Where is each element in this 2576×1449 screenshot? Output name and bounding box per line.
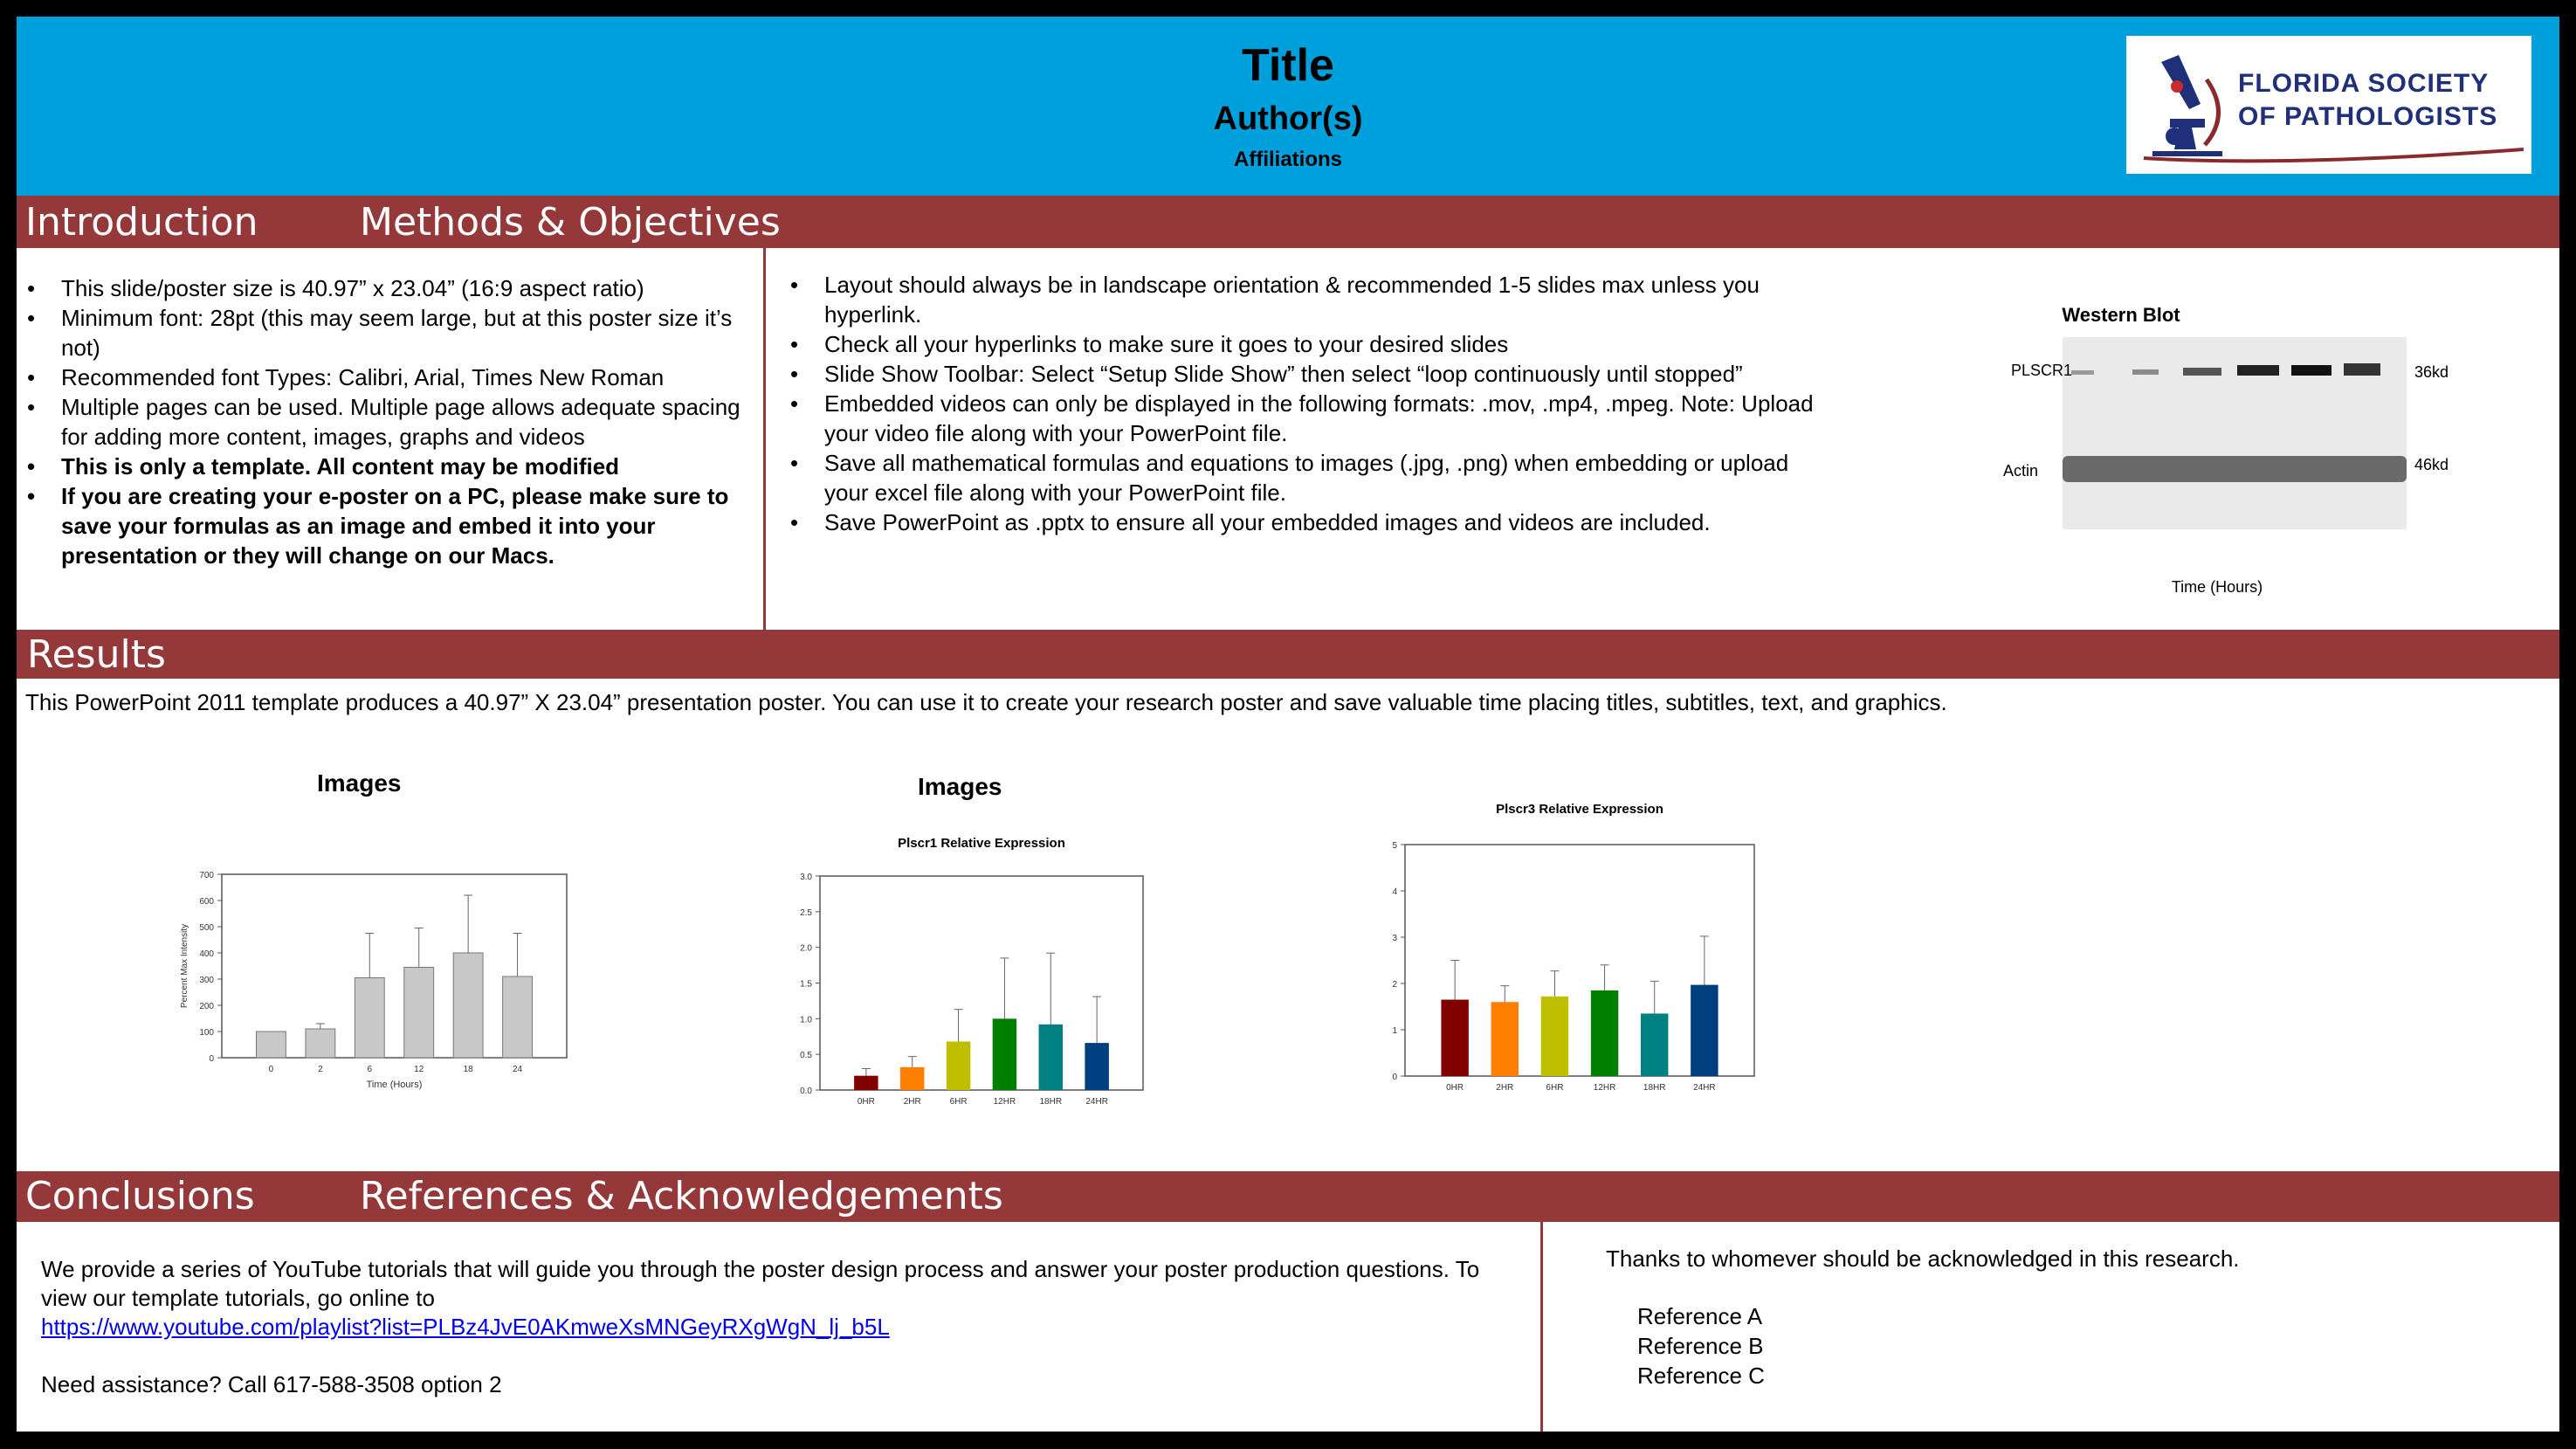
y-tick-label: 100: [199, 1028, 214, 1038]
intro-bullet: • Minimum font: 28pt (this may seem large, but at this poster size it’s not): [27, 303, 761, 362]
bar: [1541, 997, 1568, 1076]
methods-bullet: • Layout should always be in landscape orientation & recommended 1-5 slides max unless you hyperlink.: [790, 270, 1821, 329]
conclusions-paragraph: We provide a series of YouTube tutorials that will guide you through the poster design process and answer your poster production questions. To view our template tutorials, go online to: [41, 1256, 1480, 1311]
x-tick-label: 18HR: [1643, 1083, 1666, 1093]
reference-item: Reference C: [1637, 1363, 1765, 1389]
reference-list: [1606, 1301, 2531, 1390]
blot-band: [2291, 365, 2331, 376]
section-heading-conclusions: Conclusions: [25, 1174, 255, 1218]
assistance-text: Need assistance? Call 617-588-3508 option 2: [41, 1371, 502, 1397]
bar: [947, 1041, 970, 1090]
x-tick-label: 0HR: [1446, 1083, 1464, 1093]
bar: [1691, 985, 1718, 1076]
blot-marker-36kd: 36kd: [2414, 363, 2449, 381]
y-tick-label: 2.0: [800, 943, 812, 954]
methods-bullet: • Embedded videos can only be displayed in the following formats: .mov, .mp4, .mpeg. Note: Upload your video file along with your PowerPoint file.: [790, 389, 1821, 448]
bar: [1039, 1025, 1063, 1090]
section-bar-intro-methods: [17, 196, 2559, 248]
methods-bullet: • Slide Show Toolbar: Select “Setup Slide Show” then select “loop continuously until stopped”: [790, 359, 1821, 389]
y-tick-label: 0.0: [800, 1087, 812, 1096]
bar: [1441, 1000, 1468, 1076]
column-divider: [763, 248, 766, 630]
y-tick-label: 5: [1392, 841, 1397, 851]
chart-plscr3-expression: [1344, 776, 1780, 1100]
methods-bullet: • Save PowerPoint as .pptx to ensure all your embedded images and videos are included.: [790, 507, 1821, 537]
y-tick-label: 3: [1392, 934, 1397, 943]
methods-bullet: • Check all your hyperlinks to make sure it goes to your desired slides: [790, 329, 1821, 359]
x-tick-label: 12: [414, 1065, 424, 1074]
x-tick-label: 18HR: [1039, 1097, 1063, 1107]
section-heading-introduction: Introduction: [25, 200, 258, 245]
x-tick-label: 0HR: [857, 1097, 875, 1107]
chart-plscr1-expression: [750, 811, 1169, 1108]
bar: [306, 1029, 335, 1058]
y-tick-label: 0: [1392, 1073, 1397, 1082]
y-tick-label: 4: [1392, 887, 1397, 897]
blot-band: [2132, 369, 2159, 375]
blot-band: [2237, 365, 2279, 376]
x-tick-label: 2: [318, 1065, 323, 1074]
intro-bullet: • Multiple pages can be used. Multiple page allows adequate spacing for adding more content, images, graphs and videos: [27, 392, 761, 452]
reference-item: Reference A: [1637, 1303, 1763, 1329]
y-tick-label: 600: [199, 897, 214, 907]
bar: [1085, 1043, 1108, 1090]
y-tick-label: 0: [209, 1054, 214, 1064]
bar: [404, 968, 434, 1059]
bar: [257, 1032, 286, 1058]
blot-band-actin: [2063, 456, 2407, 482]
y-tick-label: 200: [199, 1002, 214, 1011]
y-tick-label: 0.5: [800, 1051, 812, 1061]
section-bar-results: [17, 630, 2559, 679]
x-tick-label: 6HR: [1546, 1083, 1564, 1093]
bar: [453, 953, 483, 1058]
results-text: This PowerPoint 2011 template produces a 40.97” X 23.04” presentation poster. You can use it to create your research poster and save valuable time placing titles, subtitles, text, and graphics.: [25, 689, 1947, 715]
bar: [1491, 1002, 1519, 1076]
bar: [993, 1018, 1016, 1090]
images-label: Images: [918, 773, 1002, 800]
section-heading-methods: Methods & Objectives: [360, 200, 781, 245]
poster-affiliations: Affiliations: [1234, 148, 1342, 171]
bar: [900, 1067, 924, 1090]
bar: [1641, 1013, 1668, 1076]
x-tick-label: 12HR: [993, 1097, 1016, 1107]
poster-header: [17, 17, 2559, 196]
blot-band: [2183, 368, 2221, 376]
y-tick-label: 400: [199, 949, 214, 959]
images-label: Images: [317, 769, 402, 797]
western-blot-figure: [1955, 283, 2449, 615]
methods-bullet: • Save all mathematical formulas and equations to images (.jpg, .png) when embedding or upload your excel file along with your PowerPoint file.: [790, 448, 1821, 507]
poster: [17, 17, 2559, 1432]
x-tick-label: 0: [268, 1065, 274, 1074]
y-tick-label: 2.5: [800, 907, 812, 918]
x-tick-label: 2HR: [903, 1097, 921, 1107]
y-tick-label: 3.0: [800, 873, 812, 882]
acknowledgements: [1606, 1244, 2531, 1390]
x-tick-label: 24: [513, 1065, 523, 1074]
chart-percent-max-intensity: [148, 855, 602, 1091]
blot-band: [2344, 363, 2380, 376]
blot-band: [2071, 370, 2094, 375]
bar: [355, 978, 384, 1059]
section-heading-references: References & Acknowledgements: [360, 1174, 1003, 1218]
western-blot-title: Western Blot: [2062, 304, 2180, 326]
section-bar-conclusions: [17, 1171, 2559, 1222]
society-logo: [2126, 36, 2531, 174]
blot-label-actin: Actin: [2003, 462, 2039, 480]
y-tick-label: 1.0: [800, 1015, 812, 1025]
poster-authors: Author(s): [1213, 100, 1363, 137]
x-tick-label: 24HR: [1085, 1097, 1108, 1107]
x-axis-label: Time (Hours): [366, 1080, 423, 1090]
logo-line-1: FLORIDA SOCIETY: [2238, 69, 2490, 98]
intro-bullet: • This is only a template. All content may be modified: [27, 452, 761, 481]
y-tick-label: 300: [199, 976, 214, 985]
x-tick-label: 18: [463, 1065, 473, 1074]
blot-xlabel: Time (Hours): [2171, 578, 2263, 596]
youtube-playlist-link[interactable]: https://www.youtube.com/playlist?list=PLBz4JvE0AKmweXsMNGeyRXgWgN_lj_b5L: [41, 1314, 890, 1340]
intro-bullet: • Recommended font Types: Calibri, Arial, Times New Roman: [27, 362, 761, 392]
y-tick-label: 1.5: [800, 979, 812, 990]
blot-marker-46kd: 46kd: [2414, 456, 2449, 473]
section-heading-results: Results: [27, 632, 166, 677]
x-tick-label: 6HR: [949, 1097, 968, 1107]
y-tick-label: 2: [1392, 980, 1397, 990]
chart-title: Plscr3 Relative Expression: [1496, 802, 1663, 817]
x-tick-label: 12HR: [1593, 1083, 1616, 1093]
y-tick-label: 1: [1392, 1026, 1397, 1036]
bar: [1591, 990, 1618, 1076]
methods-bullet-list: [790, 270, 1821, 537]
x-tick-label: 6: [367, 1065, 373, 1074]
poster-title: Title: [1242, 40, 1334, 91]
chart-title: Plscr1 Relative Expression: [898, 836, 1065, 851]
intro-bullet: • If you are creating your e-poster on a PC, please make sure to save your formulas as an image and embed it into your presentation or they will change on our Macs.: [27, 481, 761, 570]
y-tick-label: 500: [199, 923, 214, 933]
y-tick-label: 700: [199, 871, 214, 880]
conclusions-text: [41, 1255, 1508, 1399]
x-tick-label: 24HR: [1693, 1083, 1716, 1093]
y-axis-label: Percent Max Intensity: [180, 923, 189, 1009]
column-divider: [1540, 1222, 1543, 1432]
intro-bullet: • This slide/poster size is 40.97” x 23.04” (16:9 aspect ratio): [27, 273, 761, 303]
blot-membrane: [2063, 337, 2407, 529]
acknowledgement-text: Thanks to whomever should be acknowledged in this research.: [1606, 1245, 2240, 1272]
reference-item: Reference B: [1637, 1333, 1764, 1359]
x-tick-label: 2HR: [1496, 1083, 1514, 1093]
bar: [854, 1076, 878, 1090]
logo-line-2: OF PATHOLOGISTS: [2238, 102, 2498, 131]
blot-label-plscr1: PLSCR1: [2011, 362, 2073, 379]
intro-bullet-list: [27, 273, 761, 570]
bar: [503, 976, 533, 1058]
